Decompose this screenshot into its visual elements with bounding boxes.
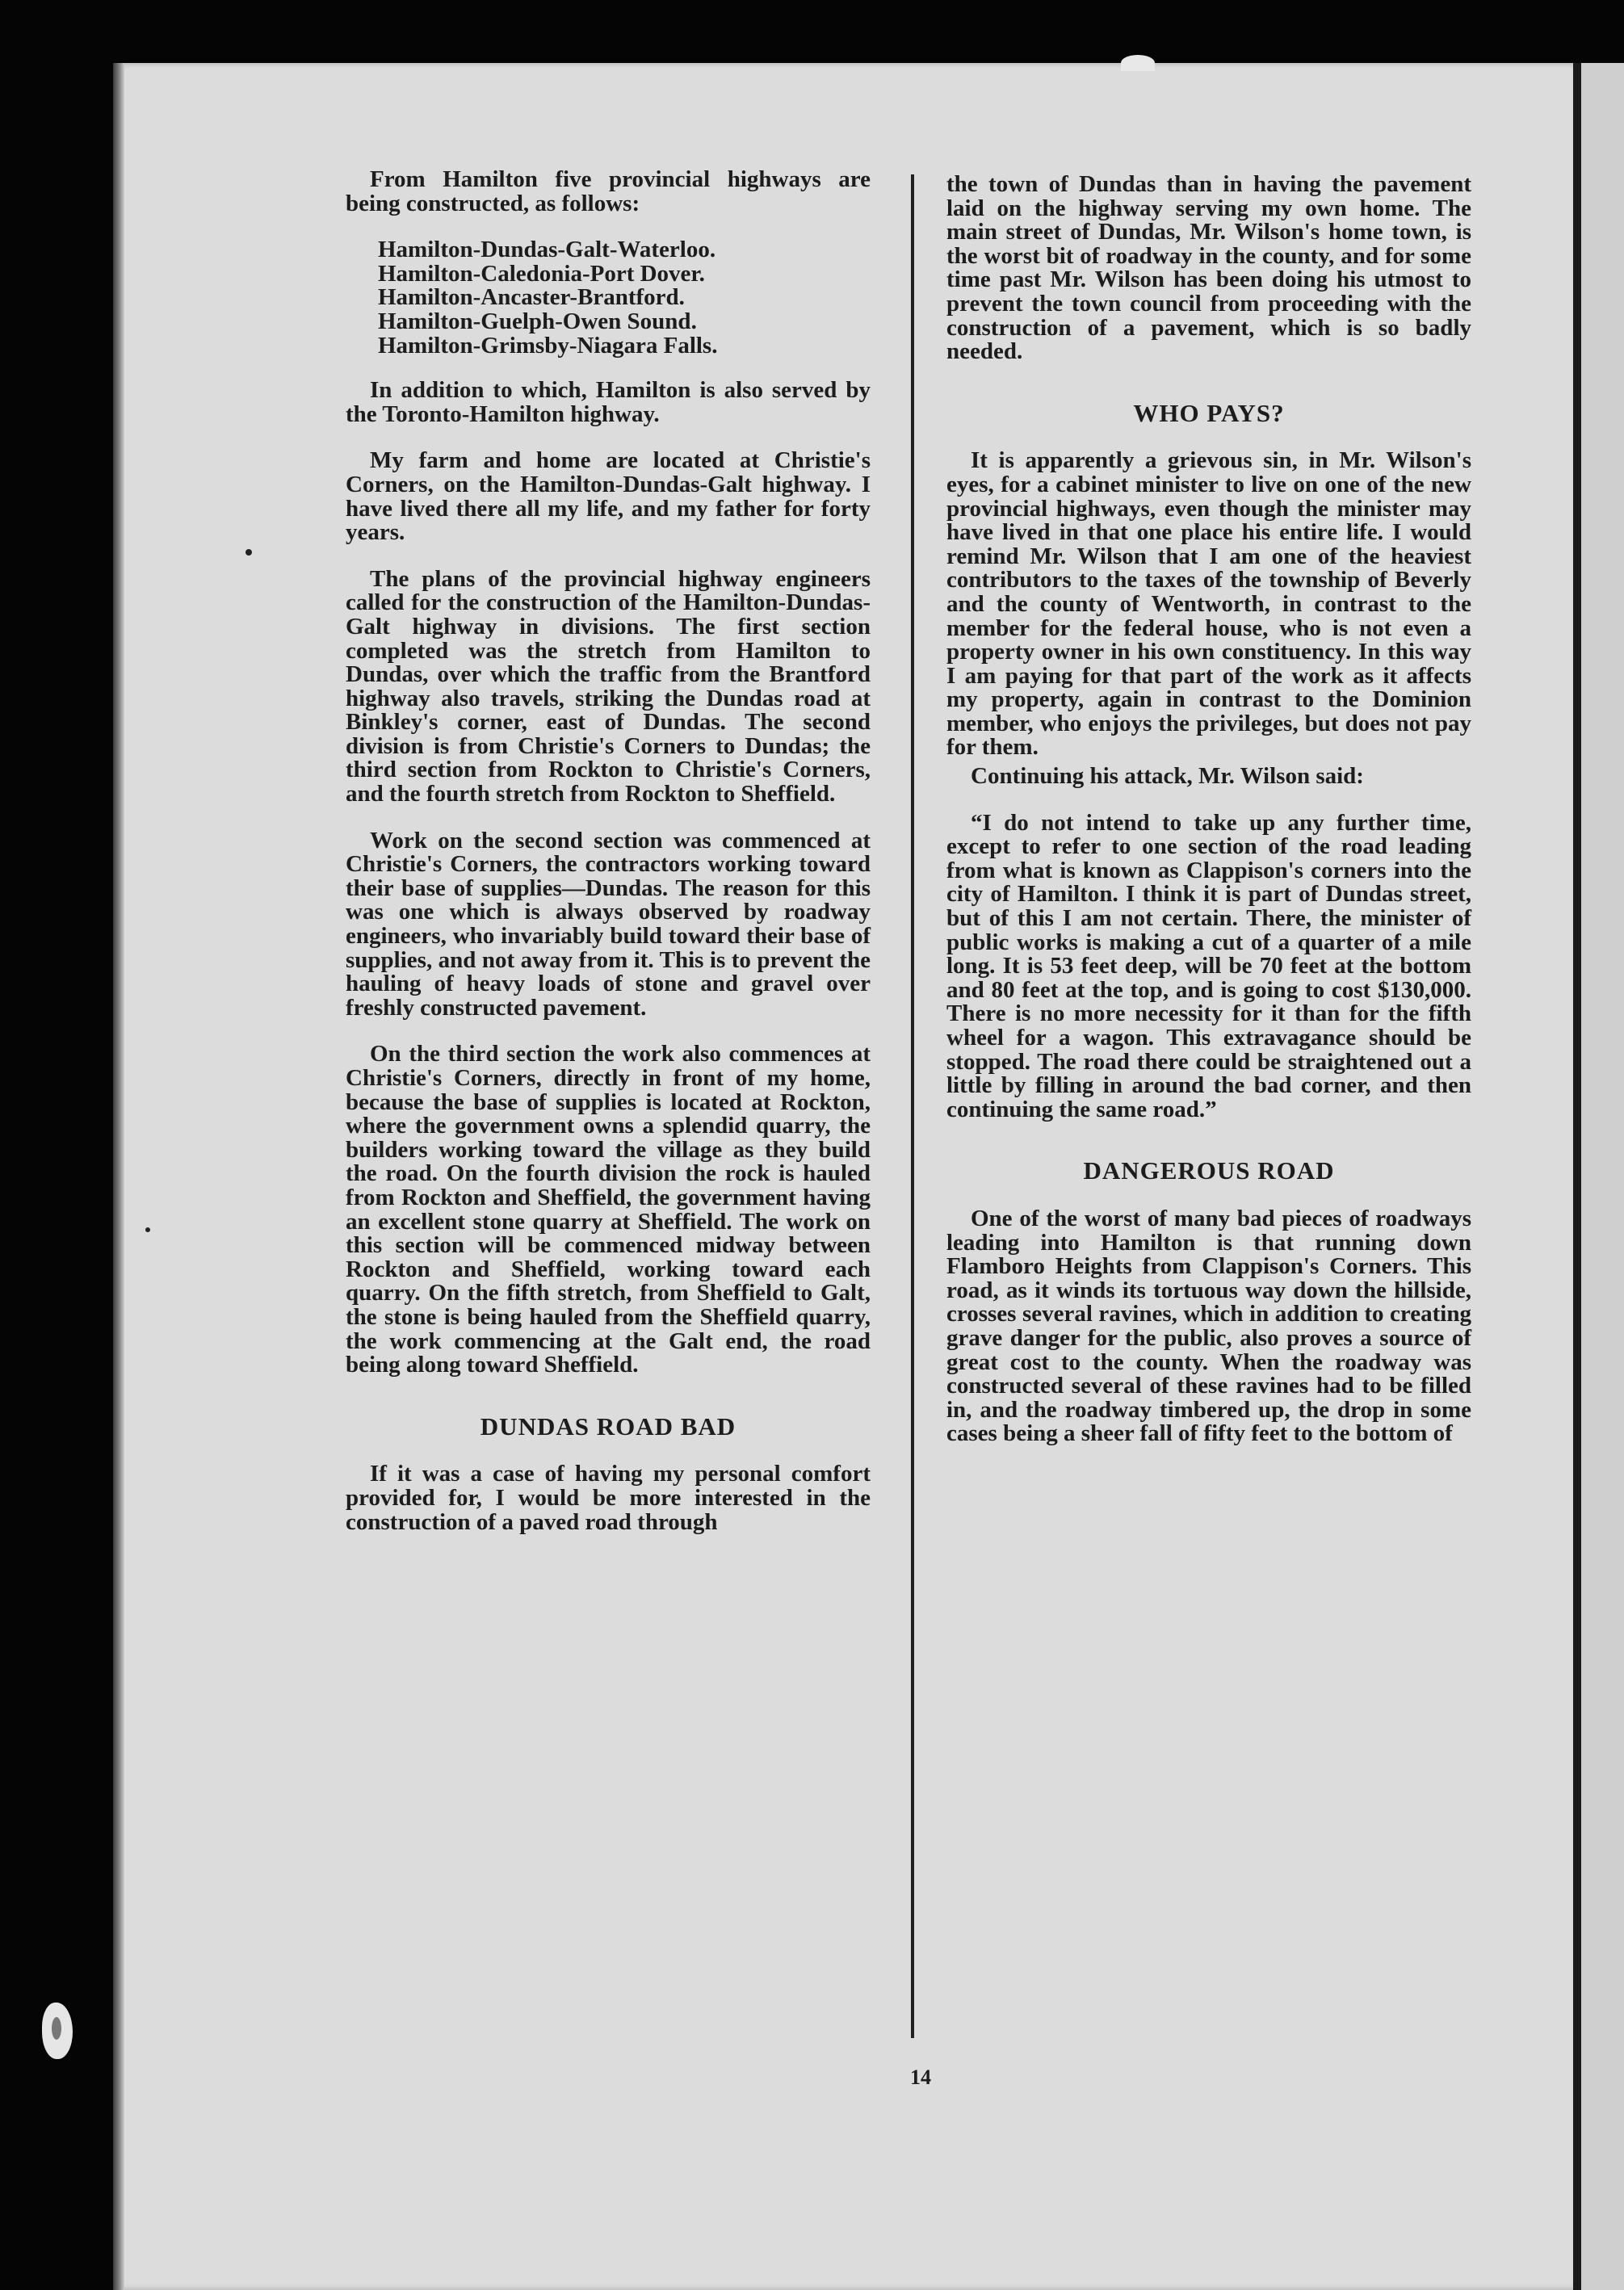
paragraph: The plans of the provincial highway engineers called for the construction of the Hamilton-Dundas-Galt highway in divisions. The first section completed was the stretch from Hamilton to Dundas, over which the traffic from the Brantford highway also travels, striking the Dundas road at Binkley's corner, east of Dundas. The second division is from Christie's Corners to Dundas; the third section from Rockton to Christie's Corners, and the fourth stretch from Rockton to Sheffield.	[346, 565, 871, 807]
left-column	[346, 168, 871, 1557]
page-number: 14	[910, 2066, 931, 2089]
list-item: Hamilton-Caledonia-Port Dover.	[378, 260, 705, 287]
column-rule	[911, 174, 914, 2038]
page-binding-edge	[113, 63, 124, 2290]
adjacent-page-shadow	[1573, 63, 1581, 2290]
paragraph: If it was a case of having my personal comfort provided for, I would be more interested in the construction of a paved road through	[346, 1461, 871, 1535]
list-item: Hamilton-Grimsby-Niagara Falls.	[378, 332, 718, 359]
highway-list	[378, 238, 871, 358]
adjacent-page-edge	[1581, 63, 1624, 2290]
scan-speck	[245, 549, 252, 556]
paragraph: One of the worst of many bad pieces of roadways leading into Hamilton is that running down Flamboro Heights from Clappison's Corners. This road, as it winds its tortuous way down the hillside, crosses several ravines, which in addition to creating grave danger for the public, also proves a source of great cost to the county. When the roadway was constructed several of these ravines had to be filled in, and the roadway timbered up, the drop in some cases being a sheer fall of fifty feet to the bottom of	[946, 1205, 1471, 1447]
right-column	[946, 173, 1471, 1469]
paragraph: the town of Dundas than in having the pavement laid on the highway serving my own home. The main street of Dundas, Mr. Wilson's home town, is the worst bit of roadway in the county, and for some time past Mr. Wilson has been doing his utmost to prevent the town council from proceeding with the construction of a pavement, which is so badly needed.	[946, 171, 1471, 365]
section-heading: DANGEROUS ROAD	[1083, 1156, 1335, 1185]
section-heading: WHO PAYS?	[1133, 398, 1285, 427]
list-item: Hamilton-Ancaster-Brantford.	[378, 284, 685, 311]
paragraph: From Hamilton five provincial highways are being constructed, as follows:	[346, 166, 871, 216]
paragraph: It is apparently a grievous sin, in Mr. Wilson's eyes, for a cabinet minister to live on one of the new provincial highways, even though the minister may have lived in that one place his entire life. I would remind Mr. Wilson that I am one of the heaviest contributors to the taxes of the township of Beverly and the county of Wentworth, in contrast to the member for the federal house, who is not even a property owner in his own constituency. In this way I am paying for that part of the work as it affects my property, again in contrast to the Dominion member, who enjoys the privileges, but does not pay for them.	[946, 447, 1471, 761]
paragraph: On the third section the work also commences at Christie's Corners, directly in front of my home, because the base of supplies is located at Rockton, where the government owns a splendid quarry, the builders working toward the village as they build the road. On the fourth division the rock is hauled from Rockton and Sheffield, the government having an excellent stone quarry at Sheffield. The work on this section will be commenced midway between Rockton and Sheffield, working toward each quarry. On the fifth stretch, from Sheffield to Galt, the stone is being hauled from the Sheffield quarry, the work commencing at the Galt end, the road being along toward Sheffield.	[346, 1041, 871, 1378]
list-item: Hamilton-Guelph-Owen Sound.	[378, 308, 697, 334]
paragraph: “I do not intend to take up any further time, except to refer to one section of the road leading from what is known as Clappison's corners into the city of Hamilton. I think it is part of Dundas street, but of this I am not certain. There, the minister of public works is making a cut of a quarter of a mile long. It is 53 feet deep, will be 70 feet at the bottom and 80 feet at the top, and is going to cost $130,000. There is no more necessity for it than for the fifth wheel for a wagon. This extravagance should be stopped. The road there could be straightened out a little by filling in around the bad corner, and then continuing the same road.”	[946, 809, 1471, 1122]
list-item: Hamilton-Dundas-Galt-Waterloo.	[378, 237, 716, 263]
paragraph: In addition to which, Hamilton is also served by the Toronto-Hamilton highway.	[346, 377, 871, 427]
scan-artifact-top	[1121, 55, 1155, 71]
paragraph: My farm and home are located at Christie's Corners, on the Hamilton-Dundas-Galt highway. I have lived there all my life, and my father for forty years.	[346, 447, 871, 546]
paragraph: Work on the second section was commenced at Christie's Corners, the contractors working toward their base of supplies—Dundas. The reason for this was one which is always observed by roadway engineers, who invariably build toward their base of supplies, and not away from it. This is to prevent the hauling of heavy loads of stone and gravel over freshly constructed pavement.	[346, 827, 871, 1021]
scan-artifact-hole	[42, 2003, 73, 2059]
scan-speck	[145, 1227, 150, 1232]
paragraph: Continuing his attack, Mr. Wilson said:	[971, 763, 1364, 790]
section-heading: DUNDAS ROAD BAD	[480, 1411, 736, 1441]
